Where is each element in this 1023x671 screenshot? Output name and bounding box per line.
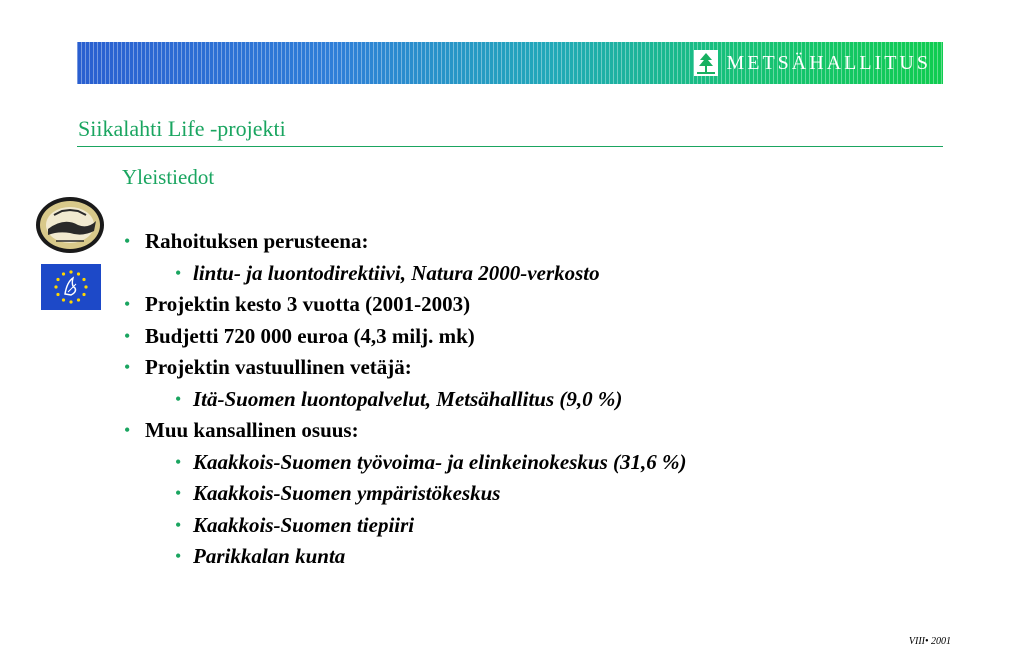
bullet-icon: • — [124, 357, 131, 377]
slide-subtitle: Yleistiedot — [122, 165, 215, 189]
list-item-text: Muu kansallinen osuus: — [145, 418, 359, 442]
slide-footer: VIII• 2001 — [908, 636, 951, 647]
list-item-text: Kaakkois-Suomen tiepiiri — [193, 512, 415, 537]
list-item-text: lintu- ja luontodirektiivi, Natura 2000-verkosto — [193, 260, 600, 285]
tree-leaf-icon — [694, 50, 718, 76]
bullet-icon: • — [175, 451, 182, 472]
bullet-icon: • — [124, 231, 131, 251]
bullet-icon: • — [124, 325, 131, 346]
list-item-text: Budjetti 720 000 euroa (4,3 milj. mk) — [145, 323, 475, 348]
title-divider — [77, 146, 943, 147]
header-banner — [77, 42, 943, 84]
list-item-text: Kaakkois-Suomen työvoima- ja elinkeinokeskus (31,6 %) — [193, 449, 687, 474]
list-item-text: Projektin kesto 3 vuotta (2001-2003) — [145, 292, 471, 316]
bullet-icon: • — [175, 262, 182, 283]
siikalahti-seal-icon — [34, 195, 106, 255]
bullet-icon: • — [175, 388, 182, 409]
list-item-text: Projektin vastuullinen vetäjä: — [145, 355, 412, 379]
list-item-text: Rahoituksen perusteena: — [145, 229, 369, 253]
brand-logo — [694, 50, 931, 76]
bullet-icon: • — [175, 514, 182, 535]
slide-title: Siikalahti Life -projekti — [78, 116, 286, 141]
list-item-text: Itä-Suomen luontopalvelut, Metsähallitus (9,0 %) — [193, 386, 623, 411]
bullet-icon: • — [175, 483, 182, 503]
bullet-icon: • — [124, 294, 131, 314]
bullet-icon: • — [124, 420, 131, 440]
list-item-text: Parikkalan kunta — [193, 544, 346, 568]
list-item-text: Kaakkois-Suomen ympäristökeskus — [193, 481, 501, 505]
eu-life-flag-icon — [41, 264, 101, 310]
bullet-icon: • — [175, 546, 182, 566]
brand-name: METSÄHALLITUS — [726, 52, 931, 74]
